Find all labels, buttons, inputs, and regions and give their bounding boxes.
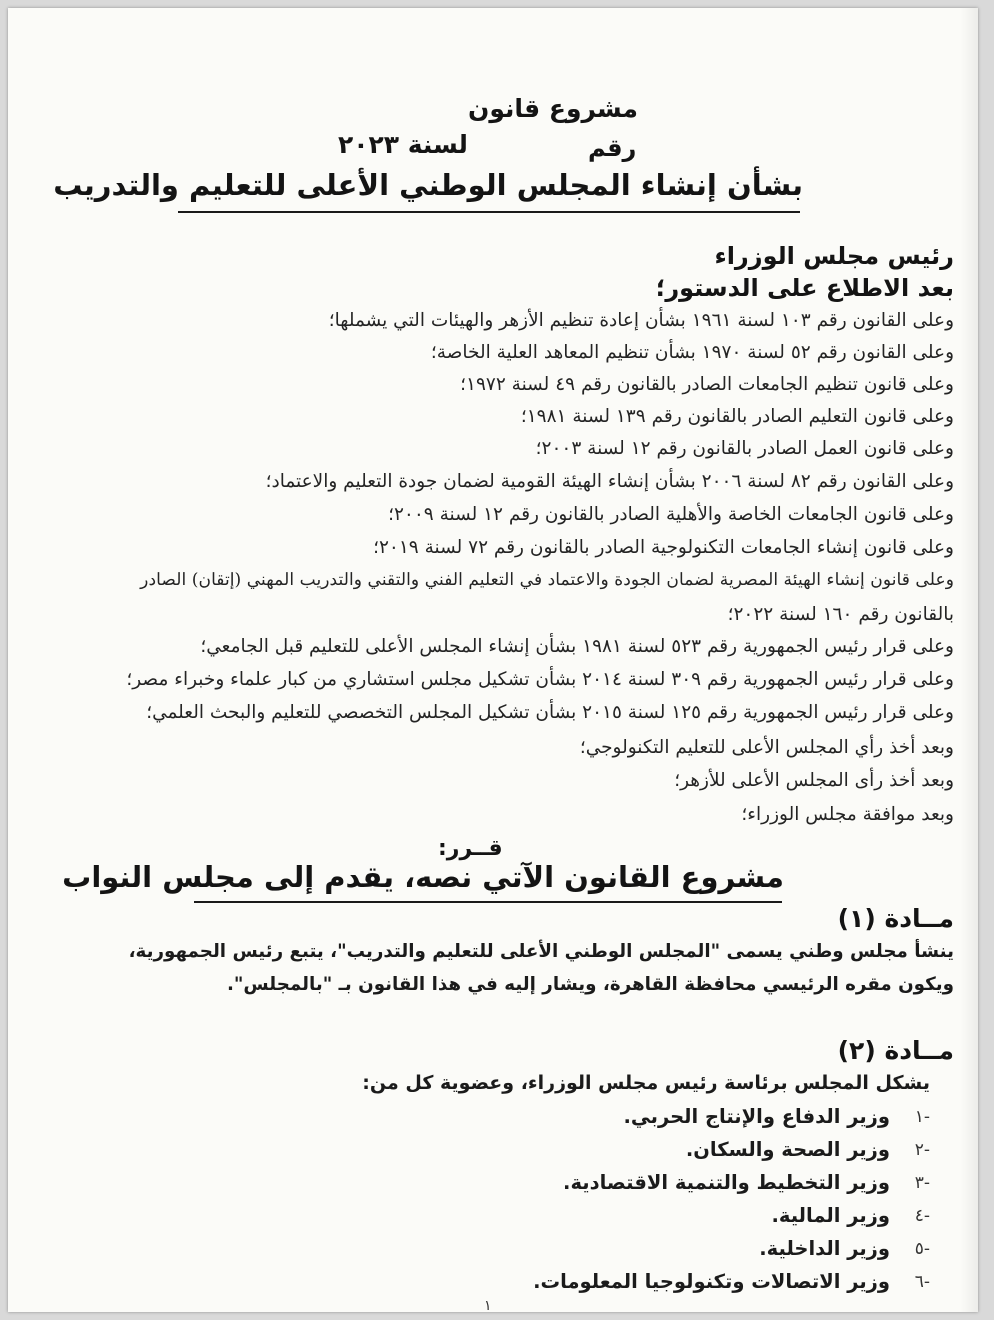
preamble-line: وعلى قانون التعليم الصادر بالقانون رقم ١٣٩ لسنة ١٩٨١؛ bbox=[520, 406, 954, 427]
preamble-line: وعلى قرار رئيس الجمهورية رقم ٥٢٣ لسنة ١٩٨١ بشأن إنشاء المجلس الأعلى للتعليم قبل الجامعي؛ bbox=[200, 636, 954, 657]
preamble-line: وعلى القانون رقم ٥٢ لسنة ١٩٧٠ بشأن تنظيم المعاهد العلية الخاصة؛ bbox=[430, 342, 954, 363]
preamble-line: وبعد أخذ رأي المجلس الأعلى للتعليم التكنولوجي؛ bbox=[579, 737, 954, 758]
list-number: -٦ bbox=[914, 1272, 930, 1292]
preamble-line: وبعد موافقة مجلس الوزراء؛ bbox=[741, 804, 954, 825]
preamble-line: وعلى قرار رئيس الجمهورية رقم ٣٠٩ لسنة ٢٠١٤ بشأن تشكيل مجلس استشاري من كبار علماء وخبراء مصر؛ bbox=[126, 669, 954, 690]
constitution-line: بعد الاطلاع على الدستور؛ bbox=[655, 274, 954, 302]
preamble-line: وعلى القانون رقم ٨٢ لسنة ٢٠٠٦ بشأن إنشاء الهيئة القومية لضمان جودة التعليم والاعتماد؛ bbox=[265, 471, 954, 492]
list-item: وزير الدفاع والإنتاج الحربي. bbox=[623, 1105, 890, 1128]
preamble-line: وبعد أخذ رأى المجلس الأعلى للأزهر؛ bbox=[674, 770, 954, 791]
list-item: وزير المالية. bbox=[771, 1204, 890, 1227]
preamble-line: وعلى القانون رقم ١٠٣ لسنة ١٩٦١ بشأن إعادة تنظيم الأزهر والهيئات التي يشملها؛ bbox=[328, 310, 954, 331]
preamble-line: بالقانون رقم ١٦٠ لسنة ٢٠٢٢؛ bbox=[727, 604, 954, 625]
list-number: -٣ bbox=[914, 1173, 930, 1193]
article-2-heading: مــادة (٢) bbox=[837, 1036, 954, 1065]
law-year-label: لسنة ٢٠٢٣ bbox=[338, 130, 468, 159]
article-1-line: ينشأ مجلس وطني يسمى "المجلس الوطني الأعلى للتعليم والتدريب"، يتبع رئيس الجمهورية، bbox=[128, 941, 954, 962]
article-2-intro: يشكل المجلس برئاسة رئيس مجلس الوزراء، وعضوية كل من: bbox=[362, 1072, 930, 1094]
title-underline bbox=[178, 211, 800, 213]
law-title: بشأن إنشاء المجلس الوطني الأعلى للتعليم والتدريب bbox=[53, 168, 803, 202]
preamble-line: وعلى قانون تنظيم الجامعات الصادر بالقانون رقم ٤٩ لسنة ١٩٧٢؛ bbox=[460, 374, 954, 395]
page-edge-shadow bbox=[960, 8, 978, 1312]
list-item: وزير التخطيط والتنمية الاقتصادية. bbox=[563, 1171, 890, 1194]
decided-word: قــرر: bbox=[438, 836, 503, 861]
list-item: وزير الداخلية. bbox=[759, 1237, 890, 1260]
preamble-line: وعلى قرار رئيس الجمهورية رقم ١٢٥ لسنة ٢٠١٥ بشأن تشكيل المجلس التخصصي للتعليم والبحث العلمي؛ bbox=[146, 702, 954, 723]
preamble-line: وعلى قانون الجامعات الخاصة والأهلية الصادر بالقانون رقم ١٢ لسنة ٢٠٠٩؛ bbox=[388, 504, 954, 525]
preamble-line: وعلى قانون العمل الصادر بالقانون رقم ١٢ لسنة ٢٠٠٣؛ bbox=[535, 438, 954, 459]
list-number: -٥ bbox=[914, 1239, 930, 1259]
draft-law-heading: مشروع قانون bbox=[468, 94, 638, 123]
article-1-heading: مــادة (١) bbox=[837, 904, 954, 933]
list-item: وزير الصحة والسكان. bbox=[685, 1138, 890, 1161]
list-number: -٤ bbox=[914, 1206, 930, 1226]
list-number: -٢ bbox=[914, 1140, 930, 1160]
list-item: وزير الاتصالات وتكنولوجيا المعلومات. bbox=[533, 1270, 890, 1293]
law-number-label: رقم bbox=[588, 134, 637, 162]
issuer-line: رئيس مجلس الوزراء bbox=[714, 242, 954, 270]
decision-title: مشروع القانون الآتي نصه، يقدم إلى مجلس النواب bbox=[62, 860, 784, 894]
page-number: ١ bbox=[484, 1298, 492, 1312]
article-1-line: ويكون مقره الرئيسي محافظة القاهرة، ويشار إليه في هذا القانون بـ "بالمجلس". bbox=[226, 974, 954, 995]
preamble-line: وعلى قانون إنشاء الهيئة المصرية لضمان الجودة والاعتماد في التعليم الفني والتقني والتدريب المهني (إتقان) الصادر bbox=[140, 570, 954, 590]
decision-underline bbox=[194, 901, 782, 903]
preamble-line: وعلى قانون إنشاء الجامعات التكنولوجية الصادر بالقانون رقم ٧٢ لسنة ٢٠١٩؛ bbox=[373, 537, 954, 558]
document-page bbox=[8, 8, 978, 1312]
list-number: -١ bbox=[914, 1107, 930, 1127]
